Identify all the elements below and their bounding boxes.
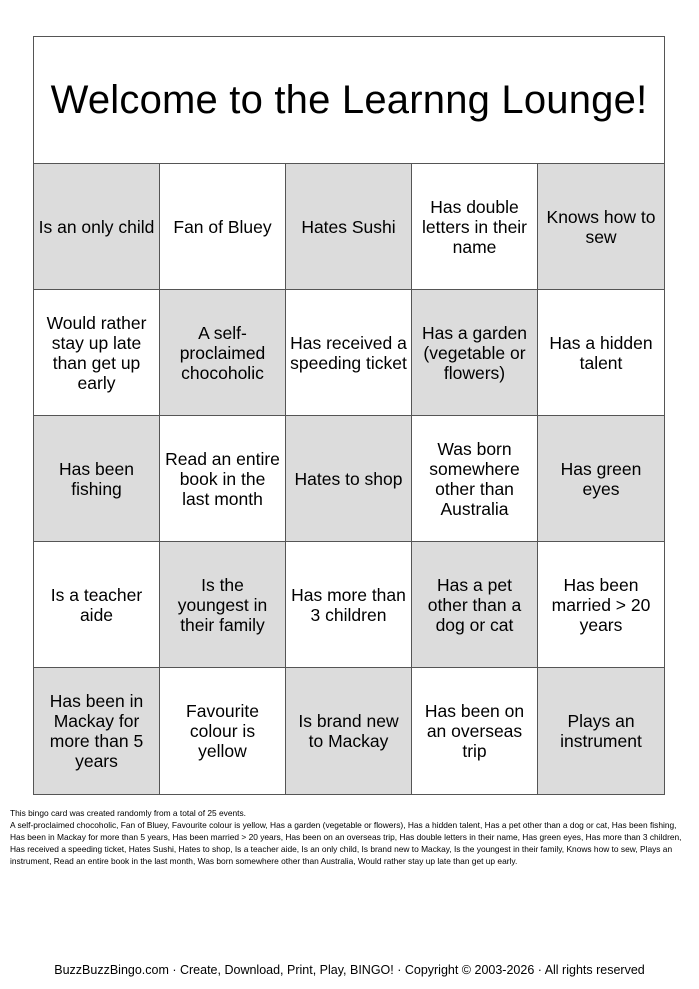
bingo-cell: A self-proclaimed chocoholic: [160, 290, 286, 416]
bingo-cell: Has double letters in their name: [412, 164, 538, 290]
footnote-event-list: A self-proclaimed chocoholic, Fan of Bluey, Favourite colour is yellow, Has a garden (vegetable or flowers), Has a hidden talent, Has a pet other than a dog or cat, Has been fishing, Has been in Mackay for more than 5 years, Has been married > 20 years, Has been on an overseas trip, Has double letters in their name, Has green eyes, Has more than 3 children, Has received a speeding ticket, Hates Sushi, Hates to shop, Is a teacher aide, Is an only child, Is brand new to Mackay, Is the youngest in their family, Knows how to sew, Plays an instrument, Read an entire book in the last month, Was born somewhere other than Australia, Would rather stay up late than get up early.: [10, 820, 682, 866]
bingo-cell: Has been on an overseas trip: [412, 668, 538, 794]
bingo-cell: Is a teacher aide: [34, 542, 160, 668]
bingo-cell: Fan of Bluey: [160, 164, 286, 290]
footnote-intro: This bingo card was created randomly from a total of 25 events.: [10, 808, 247, 818]
bingo-cell: Is an only child: [34, 164, 160, 290]
bingo-grid: [34, 164, 664, 794]
card-title: Welcome to the Learnng Lounge!: [34, 37, 664, 164]
bingo-cell: Has a pet other than a dog or cat: [412, 542, 538, 668]
bingo-cell: Has been married > 20 years: [538, 542, 664, 668]
bingo-cell: Has been fishing: [34, 416, 160, 542]
bingo-cell: Was born somewhere other than Australia: [412, 416, 538, 542]
bingo-cell: Is the youngest in their family: [160, 542, 286, 668]
bingo-cell: Read an entire book in the last month: [160, 416, 286, 542]
bingo-cell: Has a hidden talent: [538, 290, 664, 416]
bingo-cell: Has a garden (vegetable or flowers): [412, 290, 538, 416]
bingo-card: [33, 36, 665, 795]
bingo-cell: Hates Sushi: [286, 164, 412, 290]
bingo-cell: Has more than 3 children: [286, 542, 412, 668]
bingo-cell: Plays an instrument: [538, 668, 664, 794]
site-footer: BuzzBuzzBingo.com · Create, Download, Print, Play, BINGO! · Copyright © 2003-2026 · All rights reserved: [54, 963, 645, 977]
bingo-cell: Favourite colour is yellow: [160, 668, 286, 794]
bingo-cell: Is brand new to Mackay: [286, 668, 412, 794]
bingo-cell: Knows how to sew: [538, 164, 664, 290]
bingo-cell: Has green eyes: [538, 416, 664, 542]
bingo-cell: Has received a speeding ticket: [286, 290, 412, 416]
bingo-cell: Would rather stay up late than get up early: [34, 290, 160, 416]
bingo-cell: Hates to shop: [286, 416, 412, 542]
bingo-cell: Has been in Mackay for more than 5 years: [34, 668, 160, 794]
footnote: [10, 807, 690, 867]
